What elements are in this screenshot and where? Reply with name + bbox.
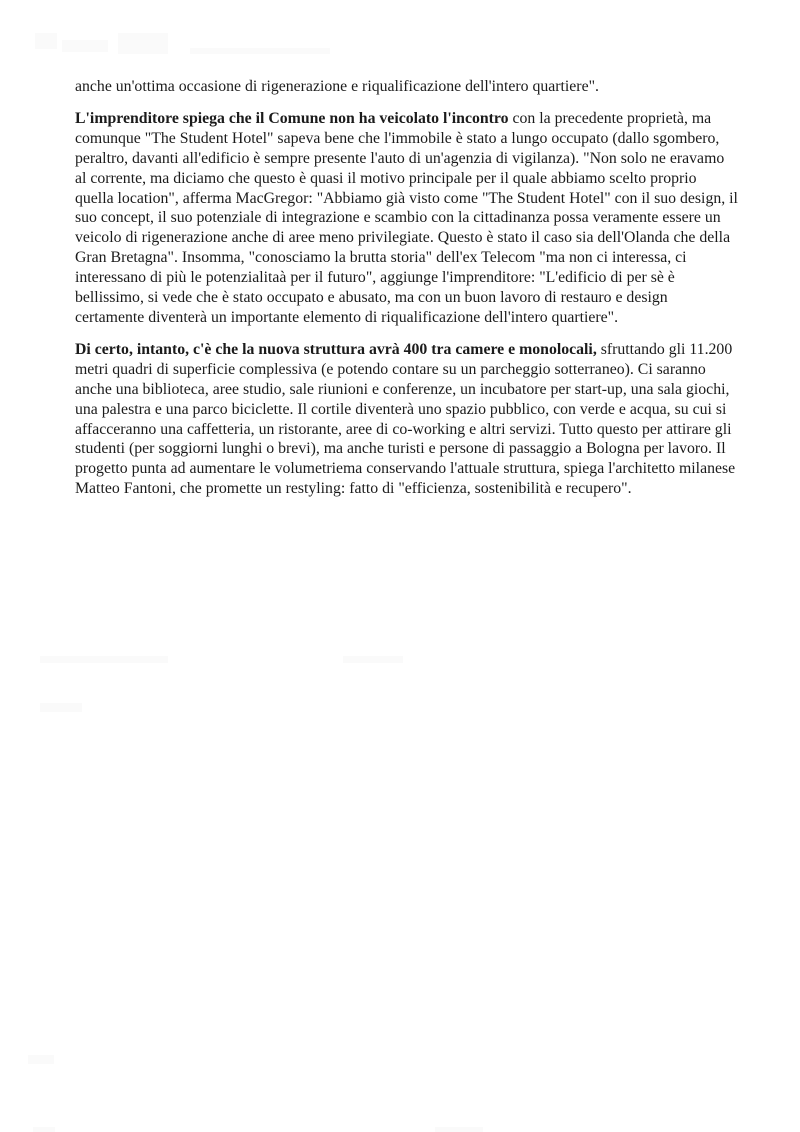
scan-artifact — [435, 1127, 483, 1132]
scan-artifact — [40, 703, 82, 712]
paragraph-lead: Di certo, intanto, c'è che la nuova struttura avrà 400 tra camere e monolocali, — [75, 340, 597, 358]
paragraph-struttura — [75, 340, 739, 499]
scan-artifact — [28, 1055, 54, 1064]
paragraph-text: sfruttando gli 11.200 metri quadri di superficie complessiva (e potendo contare su un parcheggio sotterraneo). Ci saranno anche una biblioteca, aree studio, sale riunioni e conferenze, un incubatore per start-up, una sala giochi, una palestra e una parco biciclette. Il cortile diventerà uno spazio pubblico, con verde e acqua, su cui si affacceranno una caffetteria, un ristorante, aree di co-working e altri servizi. Tutto questo per attirare gli studenti (per soggiorni lunghi o brevi), ma anche turisti e persone di passaggio a Bologna per lavoro. Il progetto punta ad aumentare le volumetriema conservando l'attuale struttura, spiega l'architetto milanese Matteo Fantoni, che promette un restyling: fatto di "efficienza, sostenibilità e recupero". — [75, 340, 736, 498]
paragraph-intro — [75, 77, 739, 97]
scan-artifact — [62, 40, 108, 52]
scan-artifact — [35, 33, 57, 49]
paragraph-comune — [75, 109, 739, 328]
scan-artifact — [118, 33, 168, 54]
scan-artifact — [190, 48, 330, 54]
paragraph-lead: L'imprenditore spiega che il Comune non ha veicolato l'incontro — [75, 109, 509, 127]
paragraph-text: con la precedente proprietà, ma comunque "The Student Hotel" sapeva bene che l'immobile è stato a lungo occupato (dallo sgombero, peraltro, davanti all'edificio è sempre presente l'auto di un'agenzia di vigilanza). "Non solo ne eravamo al corrente, ma diciamo che questo è quasi il motivo principale per il quale abbiamo scelto proprio quella location", afferma MacGregor: "Abbiamo già visto come "The Student Hotel" con il suo design, il suo concept, il suo potenziale di integrazione e scambio con la cittadinanza possa veramente essere un veicolo di rigenerazione anche di aree meno privilegiate. Questo è stato il caso sia dell'Olanda che della Gran Bretagna". Insomma, "conosciamo la brutta storia" dell'ex Telecom "ma non ci interessa, ci interessano di più le potenzialitaà per il futuro", aggiunge l'imprenditore: "L'edificio di per sè è bellissimo, si vede che è stato occupato e abusato, ma con un buon lavoro di restauro e design certamente diventerà un importante elemento di riqualificazione dell'intero quartiere". — [75, 109, 738, 326]
scan-artifact — [343, 656, 403, 663]
article-body — [75, 77, 739, 511]
scan-artifact — [40, 656, 168, 663]
paragraph-text: anche un'ottima occasione di rigenerazione e riqualificazione dell'intero quartiere". — [75, 78, 599, 95]
scan-artifact — [33, 1127, 55, 1132]
